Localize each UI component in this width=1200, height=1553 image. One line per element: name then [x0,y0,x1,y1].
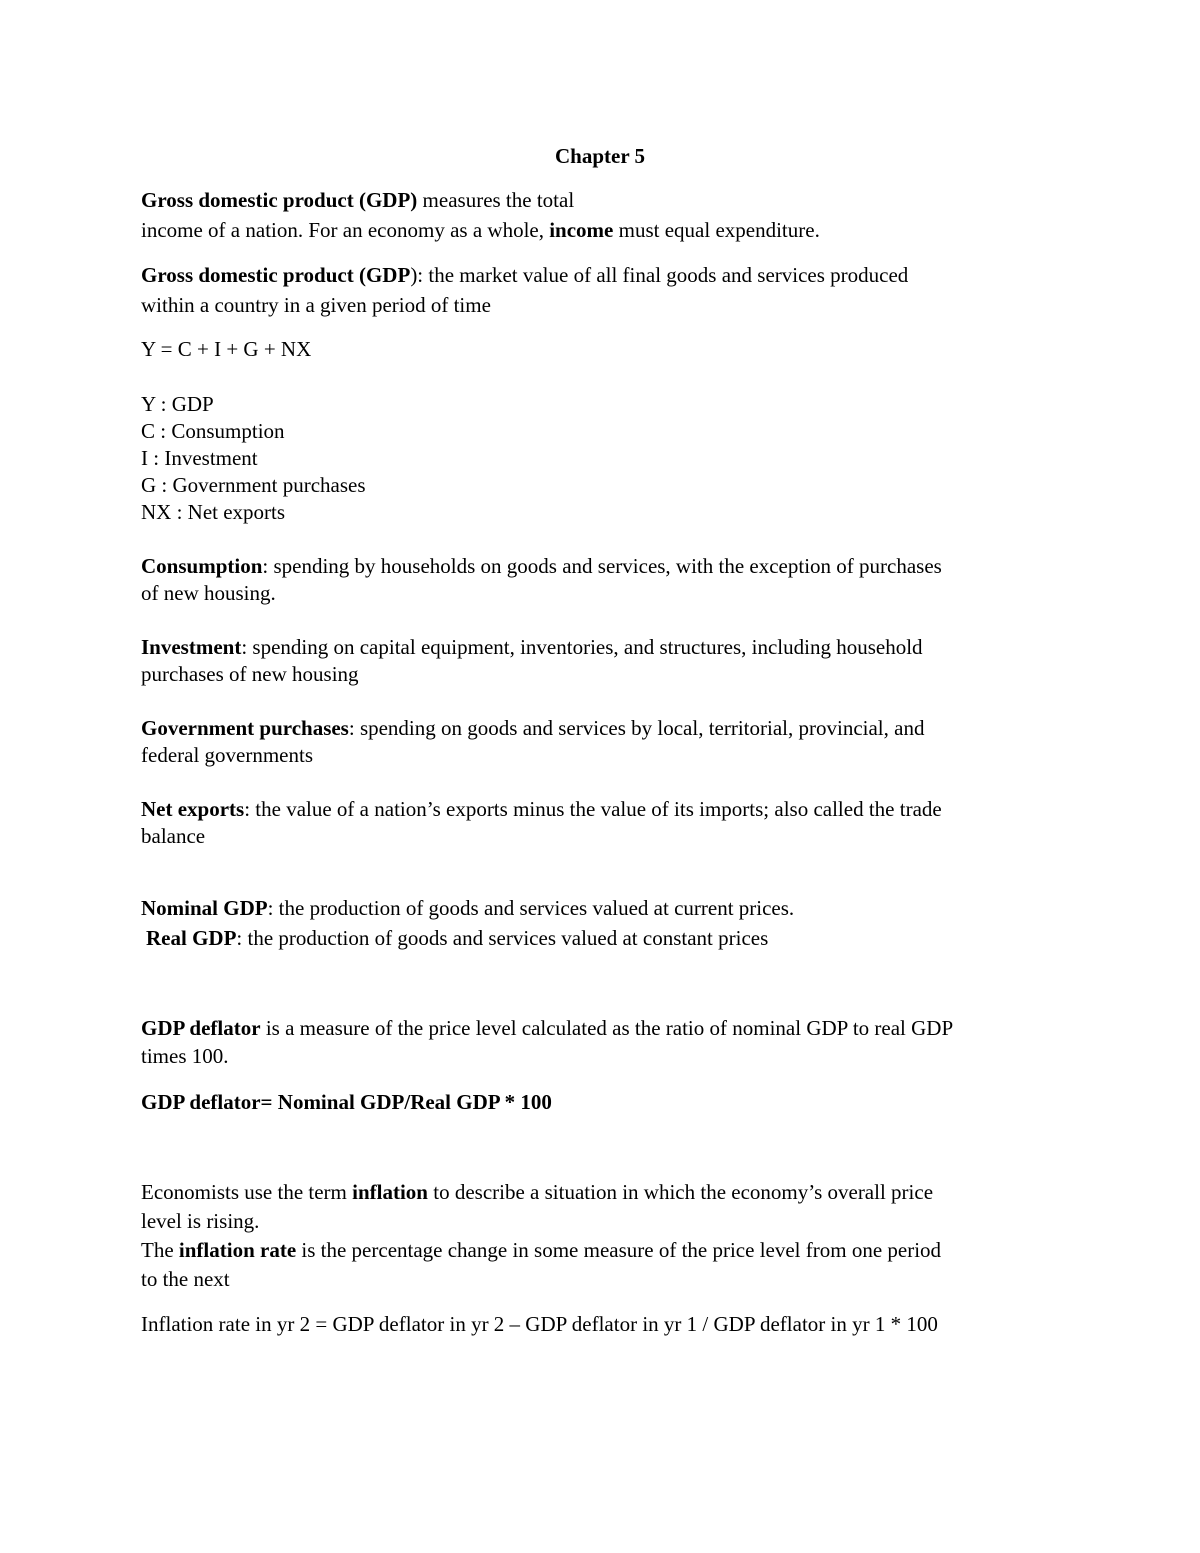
real-gdp-definition [146,928,768,949]
gdp-definition-term: Gross domestic product (GDP [141,263,411,287]
inflation-rate-formula: Inflation rate in yr 2 = GDP deflator in yr 2 – GDP deflator in yr 1 / GDP deflator in yr 1 * 100 [141,1312,938,1336]
net-exports-definition-line-2: balance [141,824,206,848]
gdp-formula: Y = C + I + G + NX [141,337,312,361]
gdp-intro-text-2a: income of a nation. For an economy as a whole, [141,218,550,242]
inflation-rate-definition-line-2: to the next [141,1267,230,1291]
inflation-rate-term: inflation rate [178,1238,297,1262]
investment-definition-line-1 [141,637,923,658]
chapter-title: Chapter 5 [554,144,646,168]
deflator-definition-line-2: times 100. [141,1044,229,1068]
inflation-definition-line-2: level is rising. [141,1209,260,1233]
net-exports-term: Net exports [141,797,245,821]
government-purchases-term: Government purchases [141,716,349,740]
real-gdp-text: : the production of goods and services valued at constant prices [236,926,769,950]
inflation-text-1a: Economists use the term [141,1180,353,1204]
net-exports-definition-line-1 [141,799,942,820]
inflation-rate-text-b: is the percentage change in some measure of the price level from one period [296,1238,942,1262]
gdp-term: Gross domestic product (GDP) [141,188,418,212]
government-definition-line-2: federal governments [141,743,314,767]
income-term: income [549,218,614,242]
consumption-term: Consumption [141,554,263,578]
nominal-gdp-text: : the production of goods and services valued at current prices. [267,896,795,920]
investment-text: : spending on capital equipment, inventories, and structures, including household [241,635,923,659]
investment-term: Investment [141,635,242,659]
variable-c: C : Consumption [141,419,285,443]
variable-nx: NX : Net exports [141,500,286,524]
variable-i: I : Investment [141,446,258,470]
nominal-gdp-term: Nominal GDP [141,896,268,920]
inflation-term: inflation [352,1180,428,1204]
inflation-text-1b: to describe a situation in which the economy’s overall price [428,1180,934,1204]
government-definition-line-1 [141,718,924,739]
consumption-text: : spending by households on goods and services, with the exception of purchases [262,554,942,578]
deflator-formula: GDP deflator= Nominal GDP/Real GDP * 100 [141,1090,552,1114]
consumption-definition-line-2: of new housing. [141,581,276,605]
inflation-rate-definition-line-1 [141,1240,941,1261]
gdp-definition-line-1 [141,265,908,286]
real-gdp-term: Real GDP [146,926,237,950]
deflator-definition-line-1 [141,1018,953,1039]
deflator-text: is a measure of the price level calculated as the ratio of nominal GDP to real GDP [260,1016,954,1040]
variable-y: Y : GDP [141,392,214,416]
variable-g: G : Government purchases [141,473,366,497]
gdp-intro-line-2 [141,220,820,241]
consumption-definition-line-1 [141,556,942,577]
government-text: : spending on goods and services by local, territorial, provincial, and [348,716,925,740]
inflation-definition-line-1 [141,1182,933,1203]
gdp-intro-line-1 [141,190,574,211]
nominal-gdp-definition [141,898,794,919]
gdp-intro-text-2b: must equal expenditure. [613,218,820,242]
gdp-deflator-term: GDP deflator [141,1016,261,1040]
investment-definition-line-2: purchases of new housing [141,662,359,686]
inflation-rate-text-a: The [141,1238,179,1262]
gdp-intro-text: measures the total [417,188,575,212]
gdp-definition-text: ): the market value of all final goods and services produced [410,263,909,287]
gdp-definition-line-2: within a country in a given period of time [141,293,491,317]
net-exports-text: : the value of a nation’s exports minus the value of its imports; also called the trade [244,797,942,821]
